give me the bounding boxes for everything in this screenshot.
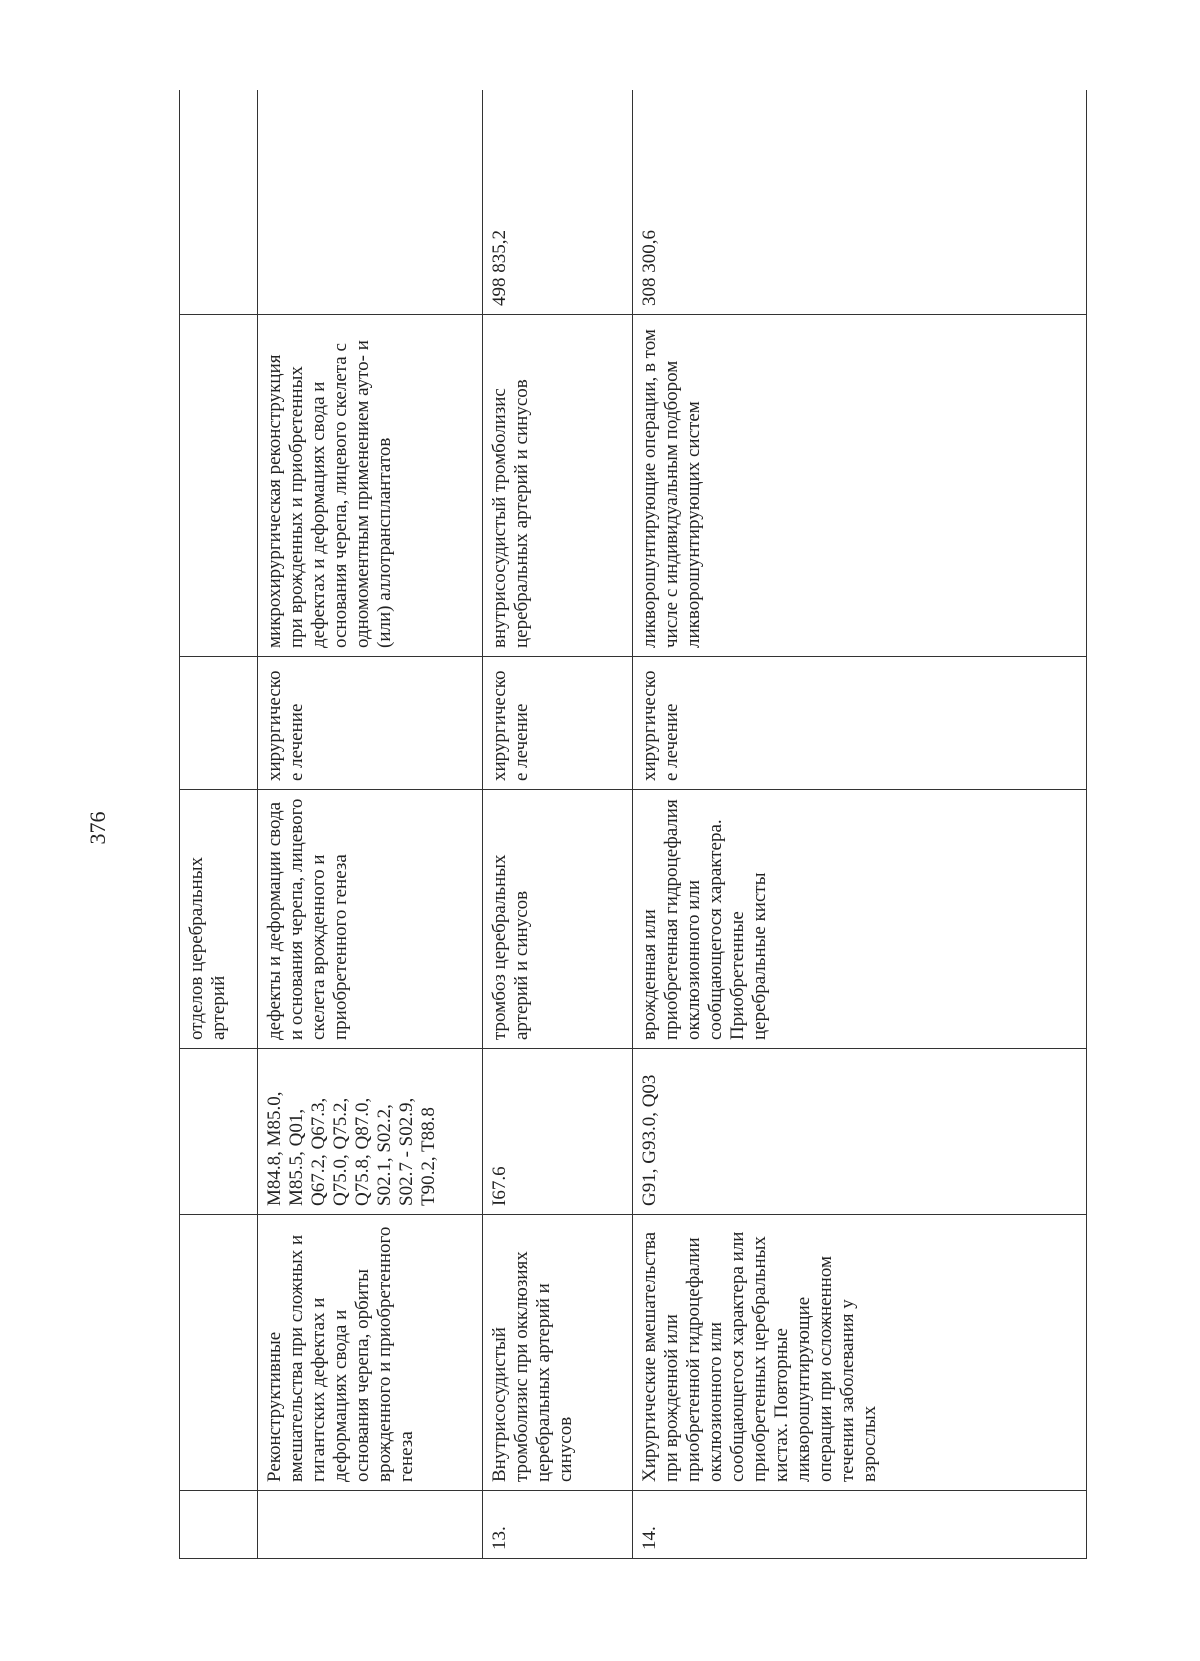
icd-codes-cell: M84.8, M85.0, M85.5, Q01, Q67.2, Q67.3, Q75.0, Q75.2, Q75.8, Q87.0, S02.1, S02.2, S02.7 - S02.9, T90.2, T88.8: [258, 1049, 483, 1215]
patient-model-cell: врожденная или приобретенная гидроцефалия окклюзионного или сообщающегося характера. Приобретенные церебральные кисты: [633, 790, 1087, 1049]
table-row: [483, 90, 633, 1559]
icd-codes-cell: [180, 1049, 258, 1215]
service-name-cell: Реконструктивные вмешательства при сложных и гигантских дефектах и деформациях свода и основания черепа, орбиты врожденного и приобретенного генеза: [258, 1215, 483, 1491]
icd-codes-cell: G91, G93.0, Q03: [633, 1049, 1087, 1215]
table-row: [258, 90, 483, 1559]
row-number-cell: [258, 1491, 483, 1559]
table-container: [179, 90, 1087, 1559]
patient-model-cell: отделов церебральных артерий: [180, 790, 258, 1049]
price-cell: [180, 90, 258, 315]
patient-model-cell: тромбоз церебральных артерий и синусов: [483, 790, 633, 1049]
treatment-method-cell: ликворошунтирующие операции, в том числе с индивидуальным подбором ликворошунтирующих систем: [633, 315, 1087, 657]
service-name-cell: Хирургические вмешательства при врожденной или приобретенной гидроцефалии окклюзионного или сообщающегося характера или приобретенных церебральных кистах. Повторные ликворошунтирующие операции при осложненном течении заболевания у взрослых: [633, 1215, 1087, 1491]
row-number-cell: 14.: [633, 1491, 1087, 1559]
row-number-cell: [180, 1491, 258, 1559]
treatment-method-cell: микрохирургическая реконструкция при врожденных и приобретенных дефектах и деформациях свода и основания черепа, лицевого скелета с одномоментным применением ауто- и (или) аллотрансплантатов: [258, 315, 483, 657]
price-cell: [258, 90, 483, 315]
page-number: 376: [85, 811, 110, 845]
treatment-method-cell: [180, 315, 258, 657]
treatment-type-cell: хирургическое лечение: [258, 657, 483, 790]
price-cell: 308 300,6: [633, 90, 1087, 315]
treatment-type-cell: хирургическое лечение: [483, 657, 633, 790]
table-row: [633, 90, 1087, 1559]
service-name-cell: Внутрисосудистый тромболизис при окклюзиях церебральных артерий и синусов: [483, 1215, 633, 1491]
service-name-cell: [180, 1215, 258, 1491]
row-number-cell: 13.: [483, 1491, 633, 1559]
icd-codes-cell: I67.6: [483, 1049, 633, 1215]
rotated-table-frame: [179, 90, 1087, 1559]
treatment-type-cell: [180, 657, 258, 790]
medical-services-table: [179, 90, 1087, 1559]
treatment-type-cell: хирургическое лечение: [633, 657, 1087, 790]
treatment-method-cell: внутрисосудистый тромболизис церебральных артерий и синусов: [483, 315, 633, 657]
price-cell: 498 835,2: [483, 90, 633, 315]
patient-model-cell: дефекты и деформации свода и основания черепа, лицевого скелета врожденного и приобретенного генеза: [258, 790, 483, 1049]
table-row: [180, 90, 258, 1559]
